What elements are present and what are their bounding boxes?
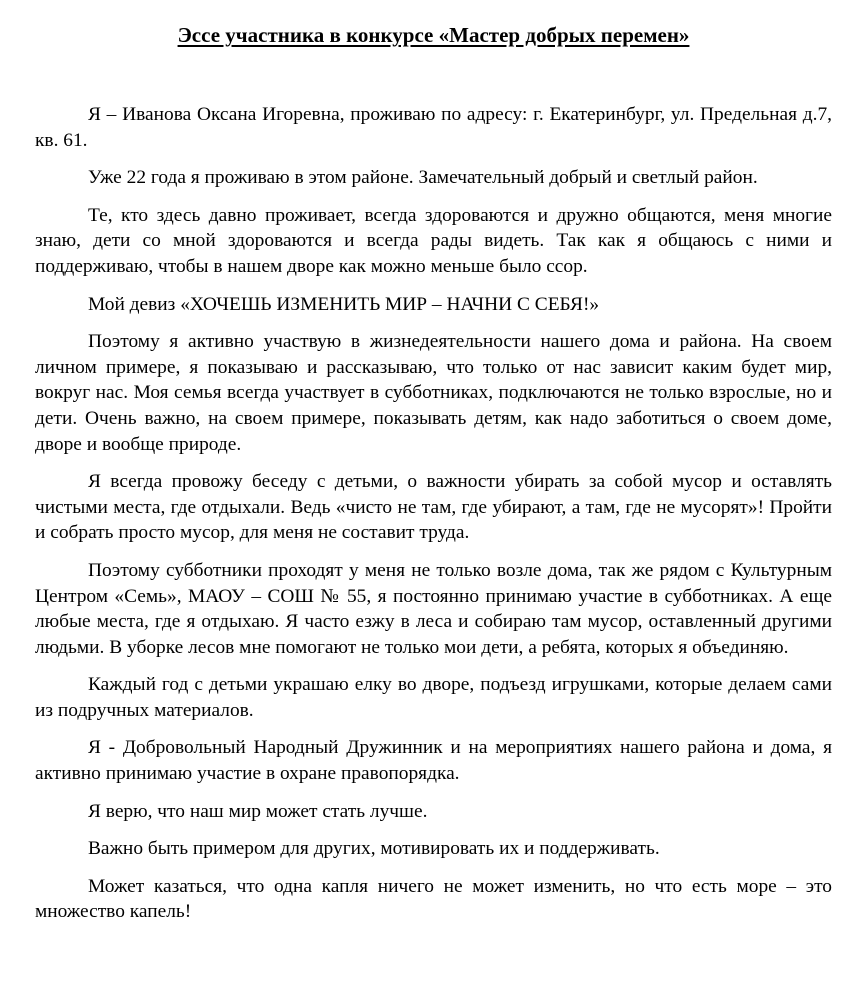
paragraph-2: Уже 22 года я проживаю в этом районе. Замечательный добрый и светлый район.	[88, 167, 758, 189]
essay-title: Эссе участника в конкурсе «Мастер добрых перемен»	[177, 23, 690, 47]
document-page	[35, 20, 832, 937]
paragraph-1: Я – Иванова Оксана Игоревна, проживаю по адресу: г. Екатеринбург, ул. Предельная д.7, кв. 61.	[35, 104, 832, 151]
paragraph-11: Важно быть примером для других, мотивировать их и поддерживать.	[88, 838, 660, 860]
paragraph-12: Может казаться, что одна капля ничего не может изменить, но что есть море – это множество капель!	[35, 875, 832, 923]
paragraph-3: Те, кто здесь давно проживает, всегда здороваются и дружно общаются, меня многие знаю, дети со мной здороваются и всегда рады видеть. Так как я общаюсь с ними и поддерживаю, чтобы в нашем дворе как можно меньше было ссор.	[35, 204, 832, 277]
paragraph-5: Поэтому я активно участвую в жизнедеятельности нашего дома и района. На своем личном примере, я показываю и рассказываю, что только от нас зависит каким будет мир, вокруг нас. Моя семья всегда участвует в субботниках, подключаются не только взрослые, но и дети. Очень важно, на своем примере, показывать детям, как надо заботиться о своем доме, дворе и вообще природе.	[35, 331, 832, 455]
paragraph-8: Каждый год с детьми украшаю елку во дворе, подъезд игрушками, которые делаем сами из подручных материалов.	[35, 674, 832, 721]
paragraph-4-motto: Мой девиз «ХОЧЕШЬ ИЗМЕНИТЬ МИР – НАЧНИ С СЕБЯ!»	[88, 293, 600, 315]
paragraph-10: Я верю, что наш мир может стать лучше.	[88, 800, 428, 822]
paragraph-7: Поэтому субботники проходят у меня не только возле дома, так же рядом с Культурным Центром «Семь», МАОУ – СОШ № 55, я постоянно принимаю участие в субботниках. А еще любые места, где я отдыхаю. Я часто езжу в леса и собираю там мусор, оставленный другими людьми. В уборке лесов мне помогают не только мои дети, а ребята, которых я объединяю.	[35, 559, 832, 658]
paragraph-6: Я всегда провожу беседу с детьми, о важности убирать за собой мусор и оставлять чистыми места, где отдыхали. Ведь «чисто не там, где убирают, а там, где не мусорят»! Пройти и собрать просто мусор, для меня не составит труда.	[35, 471, 832, 544]
paragraph-9: Я - Добровольный Народный Дружинник и на мероприятиях нашего района и дома, я активно принимаю участие в охране правопорядка.	[35, 737, 832, 785]
